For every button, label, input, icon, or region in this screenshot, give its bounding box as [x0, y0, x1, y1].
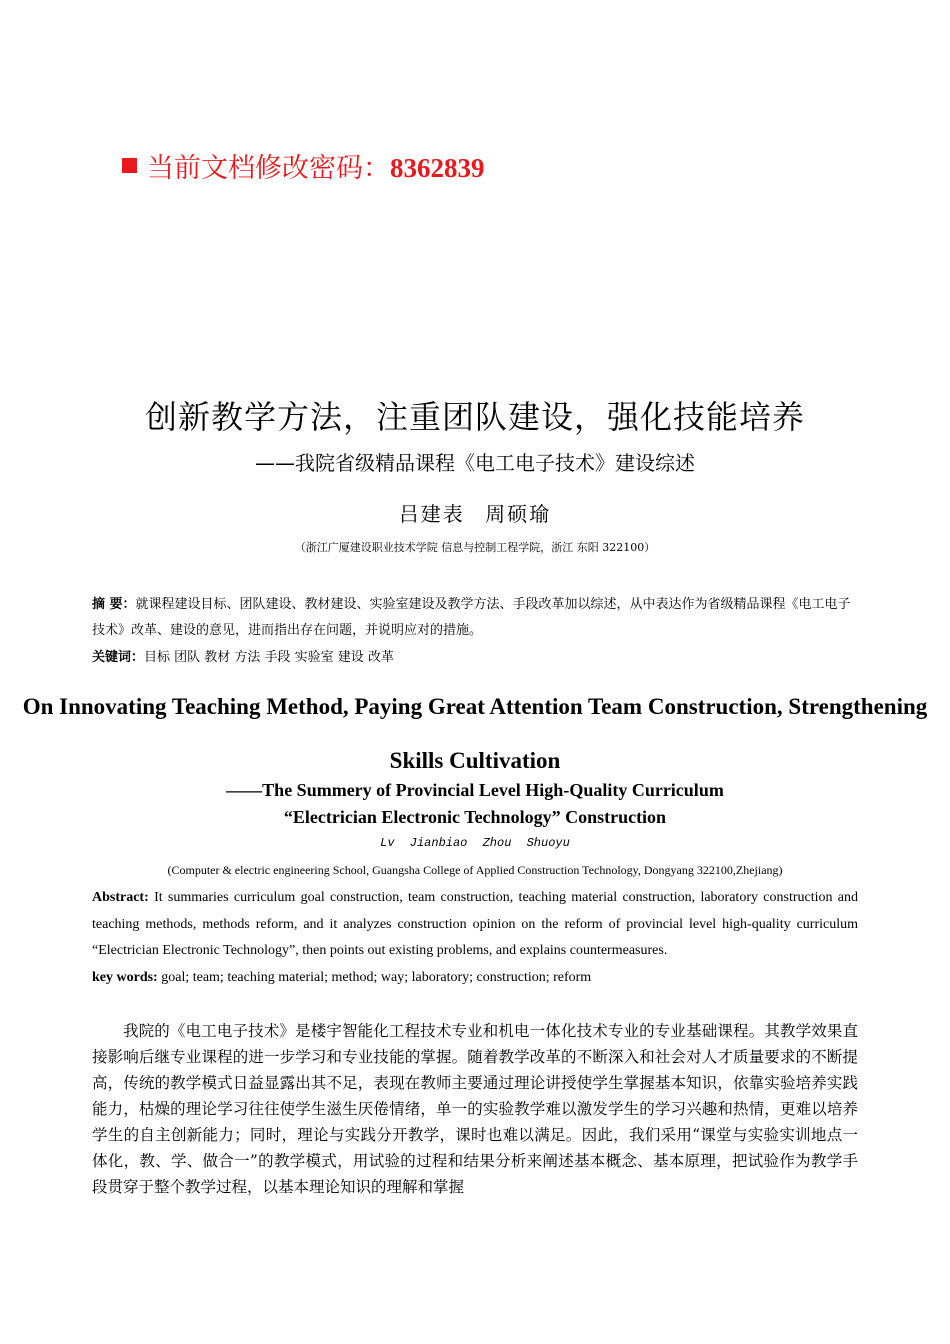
english-keywords-label: key words: [92, 970, 158, 985]
red-square-bullet-icon [122, 158, 137, 173]
english-authors: Lv Jianbiao Zhou Shuoyu [380, 836, 570, 850]
english-abstract-label: Abstract: [92, 890, 149, 905]
english-keywords-text: goal; team; teaching material; method; way; laboratory; construction; reform [161, 970, 592, 985]
password-notice [122, 146, 485, 185]
password-label: 当前文档修改密码： [147, 153, 390, 184]
chinese-title: 创新教学方法，注重团队建设，强化技能培养 [144, 398, 805, 436]
english-subtitle-line1: ——The Summery of Provincial Level High-Quality Curriculum [226, 780, 724, 800]
english-affiliation: (Computer & electric engineering School, Guangsha College of Applied Construction Technology, Dongyang 322100,Zhejiang) [167, 863, 783, 877]
body-paragraph: 我院的《电工电子技术》是楼宇智能化工程技术专业和机电一体化技术专业的专业基础课程。其教学效果直接影响后继专业课程的进一步学习和专业技能的掌握。随着教学改革的不断深入和社会对人才质量要求的不断提高，传统的教学模式日益显露出其不足，表现在教师主要通过理论讲授使学生掌握基本知识，依靠实验培养实践能力，枯燥的理论学习往往使学生滋生厌倦情绪，单一的实验教学难以激发学生的学习兴趣和热情，更难以培养学生的自主创新能力；同时，理论与实践分开教学，课时也难以满足。因此，我们采用“课堂与实验实训地点一体化，教、学、做合一”的教学模式，用试验的过程和结果分析来阐述基本概念、基本原理，把试验作为教学手段贯穿于整个教学过程，以基本理论知识的理解和掌握 [92, 1022, 858, 1196]
english-keywords [92, 965, 858, 992]
chinese-affiliation: （浙江广厦建设职业技术学院 信息与控制工程学院，浙江 东阳 322100） [294, 541, 656, 554]
chinese-authors: 吕建表 周硕瑜 [398, 502, 552, 526]
chinese-abstract-label: 摘 要： [92, 597, 136, 612]
english-abstract [92, 885, 858, 965]
chinese-keywords [92, 645, 858, 671]
chinese-keywords-label: 关键词： [92, 650, 145, 665]
chinese-abstract-text: 就课程建设目标、团队建设、教材建设、实验室建设及教学方法、手段改革加以综述，从中表达作为省级精品课程《电工电子技术》改革、建设的意见，进而指出存在问题，并说明应对的措施。 [92, 597, 851, 638]
english-subtitle [0, 777, 950, 831]
english-abstract-text: It summaries curriculum goal construction, team construction, teaching material construction, laboratory construction and teaching methods, methods reform, and it analyzes construction opinion on the reform of provincial level high-quality curriculum “Electrician Electronic Technology”, then points out existing problems, and explains countermeasures. [92, 890, 859, 958]
english-title: On Innovating Teaching Method, Paying Great Attention Team Construction, Strengthening Skills Cultivation [22, 694, 928, 773]
password-code: 8362839 [390, 153, 485, 183]
english-subtitle-line2: “Electrician Electronic Technology” Construction [283, 807, 667, 827]
chinese-subtitle: ——我院省级精品课程《电工电子技术》建设综述 [255, 451, 695, 475]
chinese-abstract [92, 592, 858, 644]
chinese-keywords-text: 目标 团队 教材 方法 手段 实验室 建设 改革 [144, 650, 394, 665]
